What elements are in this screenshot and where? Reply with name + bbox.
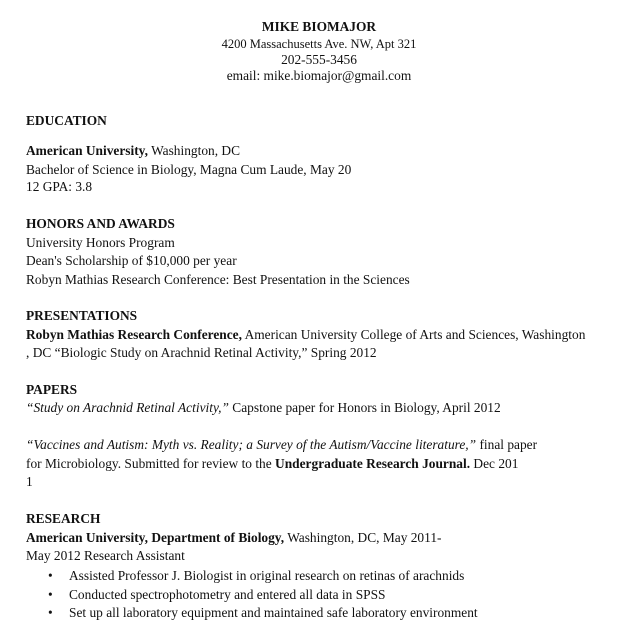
paper-1 (26, 399, 501, 417)
bullet-text: Set up all laboratory equipment and maintained safe laboratory environment (69, 605, 478, 620)
honor-item: Robyn Mathias Research Conference: Best Presentation in the Sciences (26, 272, 410, 287)
research-bullet (48, 604, 478, 622)
bullet-icon: • (48, 605, 53, 620)
papers-heading: PAPERS (26, 382, 78, 397)
honor-item: University Honors Program (26, 235, 175, 250)
paper-2 (26, 436, 537, 454)
phone: 202-555-3456 (281, 52, 357, 67)
presentation-detail: American University College of Arts and Sciences, Washington (241, 327, 586, 342)
education-school (26, 142, 240, 160)
paper-detail: Capstone paper for Honors in Biology, April 2012 (228, 400, 501, 415)
paper-2-line-2 (26, 455, 518, 473)
paper-2-line-3: 1 (26, 474, 33, 489)
org-name: American University, Department of Biology, (26, 530, 285, 545)
paper-detail: for Microbiology. Submitted for review to the (26, 456, 276, 471)
bullet-icon: • (48, 568, 53, 583)
name: MIKE BIOMAJOR (261, 19, 377, 34)
research-org (26, 529, 441, 547)
bullet-text: Conducted spectrophotometry and entered all data in SPSS (69, 587, 386, 602)
research-role: May 2012 Research Assistant (26, 548, 185, 563)
school-name: American University, (26, 143, 148, 158)
journal-name: Undergraduate Research Journal. (275, 456, 471, 471)
paper-title: “Vaccines and Autism: Myth vs. Reality; a Survey of the Autism/Vaccine literature,” (26, 437, 477, 452)
conference-name: Robyn Mathias Research Conference, (26, 327, 242, 342)
email: email: mike.biomajor@gmail.com (226, 68, 412, 83)
bullet-icon: • (48, 587, 53, 602)
presentations-heading: PRESENTATIONS (26, 308, 138, 323)
bullet-text: Assisted Professor J. Biologist in original research on retinas of arachnids (69, 568, 465, 583)
paper-detail: final paper (476, 437, 538, 452)
address: 4200 Massachusetts Ave. NW, Apt 321 (221, 37, 417, 51)
gpa: 12 GPA: 3.8 (26, 179, 93, 194)
research-bullet (48, 586, 385, 604)
honor-item: Dean's Scholarship of $10,000 per year (26, 253, 237, 268)
education-heading: EDUCATION (26, 113, 107, 128)
research-bullet (48, 567, 464, 585)
presentation-line-2: , DC “Biologic Study on Arachnid Retinal Activity,” Spring 2012 (26, 345, 377, 360)
org-detail: Washington, DC, May 2011- (284, 530, 442, 545)
research-heading: RESEARCH (26, 511, 101, 526)
school-location: Washington, DC (147, 143, 241, 158)
degree: Bachelor of Science in Biology, Magna Cum Laude, May 20 (26, 162, 352, 177)
paper-date: Dec 201 (470, 456, 519, 471)
paper-title: “Study on Arachnid Retinal Activity,” (26, 400, 229, 415)
presentation-line (26, 326, 585, 344)
honors-heading: HONORS AND AWARDS (26, 216, 175, 231)
